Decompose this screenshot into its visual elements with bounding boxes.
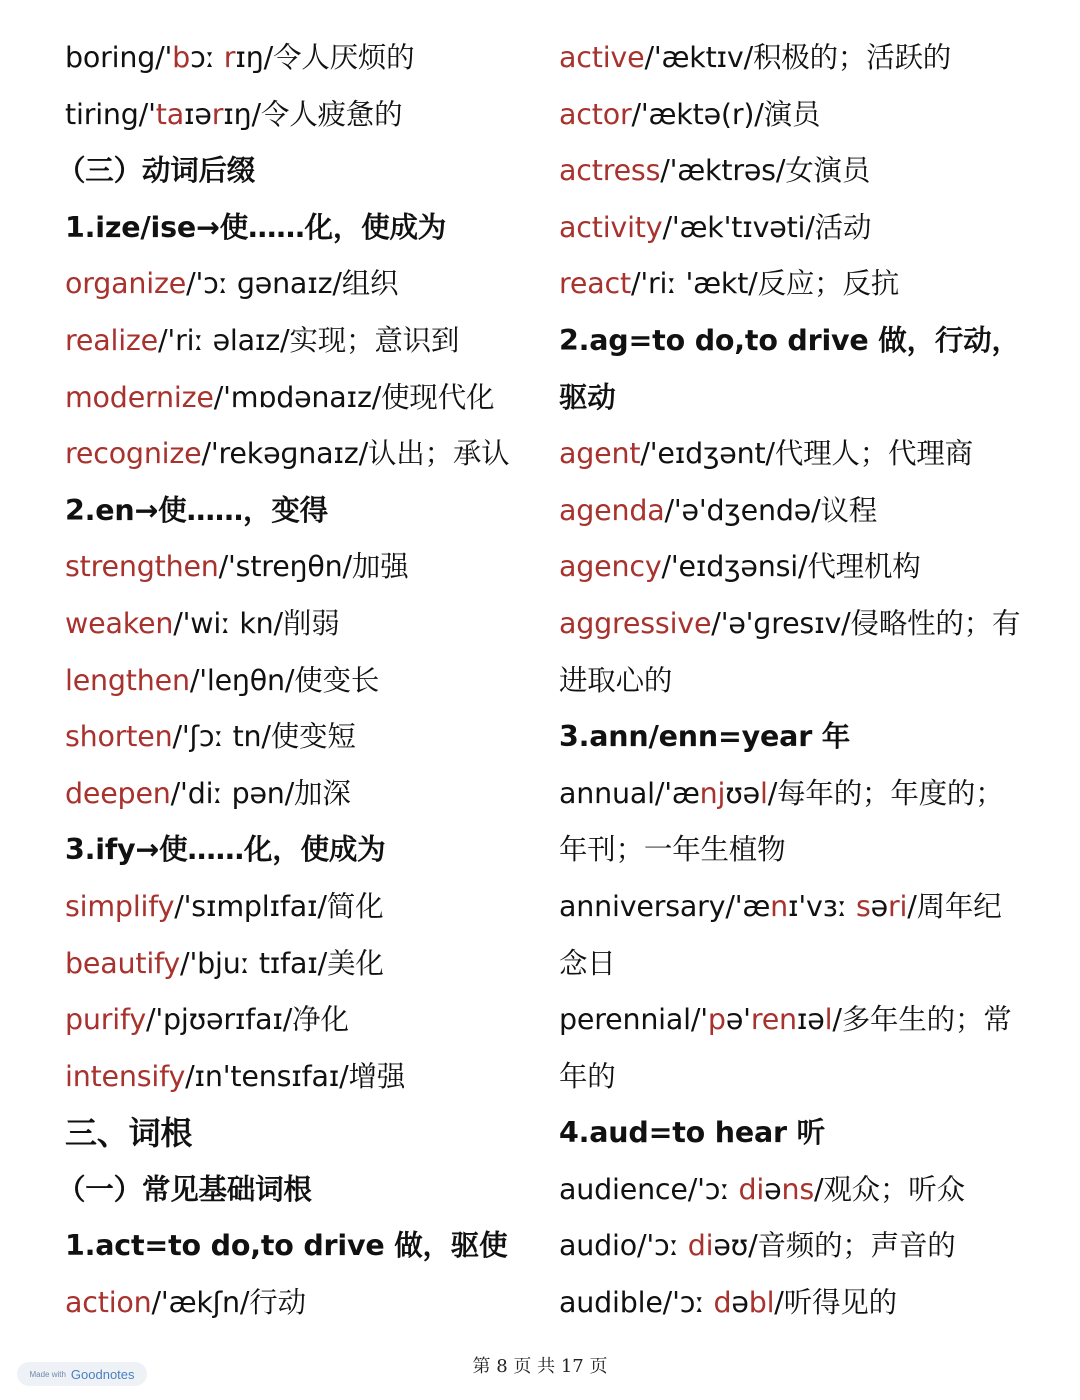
text-segment: 2.en→使……，变得 [65, 493, 328, 527]
text-segment: /'ʃɔː tn/使变短 [172, 720, 356, 754]
vocab-entry [65, 426, 543, 483]
text-segment: boring/' [65, 41, 173, 74]
vocab-entry [65, 370, 543, 427]
vocab-entry [65, 766, 543, 823]
text-segment: perennial/' [559, 1003, 708, 1037]
vocab-entry [65, 653, 543, 710]
highlighted-text: l [824, 1003, 833, 1037]
vocab-entry [559, 1218, 1029, 1275]
text-segment: 3.ify→使……化，使成为 [65, 833, 386, 867]
text-segment: 3.ann/enn=year 年 [559, 720, 851, 754]
text-segment: /'ə'ɡresɪv/侵略性的；有进取心的 [559, 606, 1021, 697]
highlighted-text: lengthen [65, 663, 190, 697]
vocab-entry [65, 992, 543, 1049]
text-segment: annual/'æ [559, 776, 700, 810]
vocab-entry [559, 200, 1029, 257]
vocab-entry [65, 709, 543, 766]
text-segment: /'ækʃn/行动 [151, 1286, 306, 1320]
text-segment: ɪə [796, 1003, 825, 1037]
section-heading [559, 1105, 1029, 1162]
text-segment: audio/'ɔː [559, 1229, 688, 1263]
vocab-entry [559, 992, 1029, 1105]
section-heading [559, 709, 1029, 766]
highlighted-text: organize [65, 267, 187, 301]
text-segment: /'bjuː tɪfaɪ/美化 [180, 946, 384, 980]
highlighted-text: di [738, 1172, 765, 1206]
text-segment: ɪŋ/令人疲惫的 [223, 97, 403, 131]
text-segment: /ɪn'tensɪfaɪ/增强 [185, 1059, 406, 1093]
text-segment: ɪŋ/令人厌烦的 [235, 41, 415, 74]
highlighted-text: n [770, 889, 789, 923]
section-heading [559, 313, 1029, 426]
text-segment: /'æktrəs/女演员 [660, 154, 871, 188]
left-column [57, 30, 543, 1332]
text-segment: /每年的；年度的；年刊；一年生植物 [559, 776, 1004, 867]
text-segment: 1.act=to do,to drive 做，驱使 [65, 1229, 508, 1263]
text-segment: （一）常见基础词根 [57, 1172, 312, 1206]
highlighted-text: agent [559, 437, 641, 471]
highlighted-text: modernize [65, 380, 214, 414]
highlighted-text: ta [155, 97, 184, 131]
highlighted-text: l [760, 776, 768, 810]
text-segment: （三）动词后缀 [57, 154, 256, 188]
highlighted-text: r [223, 41, 236, 74]
vocab-entry [559, 1275, 1029, 1332]
section-heading [65, 483, 543, 540]
text-segment: anniversary/'æ [559, 889, 771, 923]
text-segment: /周年纪念日 [559, 889, 1002, 980]
text-segment: ɔː [190, 41, 224, 74]
vocab-entry [65, 1275, 543, 1332]
section-heading [65, 200, 543, 257]
vocab-entry [65, 936, 543, 993]
goodnotes-badge[interactable] [17, 1362, 147, 1386]
text-segment: tiring/' [65, 97, 156, 131]
text-segment: /'eɪdʒənsi/代理机构 [661, 550, 921, 584]
highlighted-text: r [211, 97, 224, 131]
vocab-entry [559, 483, 1029, 540]
vocab-entry [559, 30, 1029, 87]
text-segment: ə [731, 1286, 749, 1320]
vocab-entry [559, 1162, 1029, 1219]
chapter-heading [65, 1105, 543, 1162]
highlighted-text: action [65, 1286, 152, 1320]
highlighted-text: d [713, 1286, 732, 1320]
highlighted-text: actor [559, 97, 632, 131]
text-segment: /'leŋθn/使变长 [189, 663, 380, 697]
highlighted-text: simplify [65, 889, 175, 923]
text-segment: 4.aud=to hear 听 [559, 1116, 825, 1150]
text-segment: /'mɒdənaɪz/使现代化 [213, 380, 495, 414]
vocab-entry [559, 256, 1029, 313]
vocab-entry [65, 1049, 543, 1106]
text-segment: /'riː əlaɪz/实现；意识到 [158, 323, 460, 357]
highlighted-text: bl [748, 1286, 775, 1320]
text-segment: /'diː pən/加深 [170, 776, 351, 810]
text-segment: ə [870, 889, 888, 923]
highlighted-text: weaken [65, 606, 174, 640]
section-heading [65, 822, 543, 879]
highlighted-text: di [687, 1229, 714, 1263]
vocab-entry [559, 596, 1029, 709]
highlighted-text: beautify [65, 946, 181, 980]
subsection-heading [57, 1162, 543, 1219]
text-segment: ɪ'vɜː [788, 889, 856, 923]
highlighted-text: agency [559, 550, 662, 584]
highlighted-text: activity [559, 210, 663, 244]
highlighted-text: p [707, 1003, 726, 1037]
text-segment: /观众；听众 [813, 1172, 965, 1206]
vocab-entry [559, 539, 1029, 596]
highlighted-text: b [172, 41, 191, 74]
text-segment: 2.ag=to do,to drive 做，行动，驱动 [559, 323, 1020, 414]
highlighted-text: actress [559, 154, 661, 188]
text-segment: audience/'ɔː [559, 1172, 739, 1206]
vocab-entry [65, 313, 543, 370]
highlighted-text: realize [65, 323, 159, 357]
highlighted-text: s [855, 889, 871, 923]
highlighted-text: recognize [65, 437, 202, 471]
section-heading [65, 1218, 543, 1275]
page-number-footer: 第 8 页 共 17 页 [472, 1356, 608, 1377]
text-segment: /'æk'tɪvəti/活动 [662, 210, 872, 244]
goodnotes-brand: Goodnotes [70, 1366, 135, 1382]
text-segment: /'riː 'ækt/反应；反抗 [630, 267, 900, 301]
text-segment: /'wiː kn/削弱 [173, 606, 340, 640]
text-segment: /'pjʊərɪfaɪ/净化 [146, 1003, 349, 1037]
text-segment: 三、词根 [65, 1114, 193, 1153]
vocab-entry [559, 143, 1029, 200]
text-segment: əʊ/音频的；声音的 [713, 1229, 956, 1263]
text-segment: audible/'ɔː [559, 1286, 714, 1320]
vocab-entry [559, 426, 1029, 483]
vocab-entry [65, 596, 543, 653]
text-segment: ʊə [725, 776, 761, 810]
highlighted-text: ri [887, 889, 908, 923]
text-segment: ɪə [183, 97, 212, 131]
vocab-entry [65, 87, 543, 144]
vocab-entry [559, 766, 1029, 879]
highlighted-text: aggressive [559, 606, 712, 640]
text-segment: /'ə'dʒendə/议程 [664, 493, 878, 527]
highlighted-text: strengthen [65, 550, 219, 584]
subsection-heading [57, 143, 543, 200]
made-with-label: Made with [29, 1369, 66, 1379]
highlighted-text: react [559, 267, 631, 301]
text-segment: /听得见的 [774, 1286, 897, 1320]
highlighted-text: shorten [65, 720, 173, 754]
text-segment: /'rekəɡnaɪz/认出；承认 [201, 437, 510, 471]
highlighted-text: ns [781, 1172, 814, 1206]
highlighted-text: active [559, 41, 645, 74]
text-segment: /多年生的；常年的 [559, 1003, 1012, 1093]
highlighted-text: purify [65, 1003, 146, 1037]
text-segment: /'streŋθn/加强 [218, 550, 409, 584]
highlighted-text: nj [699, 776, 726, 810]
text-segment: /'ɔː ɡənaɪz/组织 [186, 267, 399, 301]
text-segment: /'eɪdʒənt/代理人；代理商 [640, 437, 973, 471]
text-segment: 1.ize/ise→使……化，使成为 [65, 210, 447, 244]
text-segment: ə [764, 1172, 782, 1206]
vocab-entry [65, 30, 543, 87]
highlighted-text: ren [750, 1003, 797, 1037]
right-column [559, 30, 1029, 1332]
highlighted-text: agenda [559, 493, 665, 527]
vocab-entry [559, 87, 1029, 144]
highlighted-text: deepen [65, 776, 171, 810]
highlighted-text: intensify [65, 1059, 186, 1093]
vocab-entry [65, 879, 543, 936]
vocab-entry [65, 539, 543, 596]
text-segment: ə' [725, 1003, 751, 1037]
text-segment: /'æktə(r)/演员 [631, 97, 821, 131]
text-segment: /'æktɪv/积极的；活跃的 [644, 41, 952, 74]
vocab-entry [65, 256, 543, 313]
text-segment: /'sɪmplɪfaɪ/简化 [174, 889, 384, 923]
vocab-entry [559, 879, 1029, 992]
